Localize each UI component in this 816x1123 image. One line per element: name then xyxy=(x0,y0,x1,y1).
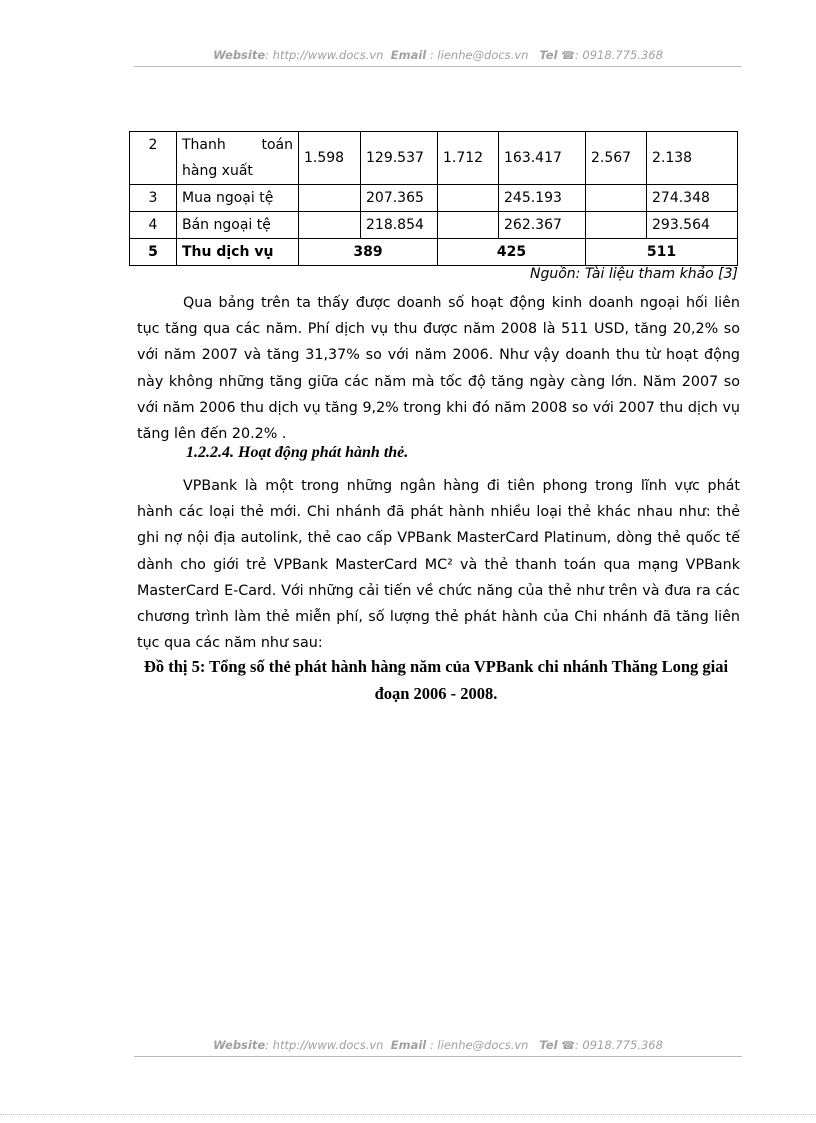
table-source: Nguồn: Tài liệu tham khảo [3] xyxy=(530,266,738,282)
table-cell xyxy=(299,185,361,212)
page-header xyxy=(134,48,742,62)
row-name: Thu dịch vụ xyxy=(177,239,299,266)
table-row xyxy=(130,132,738,185)
table-cell: 293.564 xyxy=(647,212,738,239)
website-label: Website xyxy=(213,1038,266,1052)
email-link[interactable]: : lienhe@docs.vn xyxy=(426,48,529,62)
table-cell: 1.598 xyxy=(299,132,361,185)
chart-caption: Đồ thị 5: Tổng số thẻ phát hành hàng năm của VPBank chi nhánh Thăng Long giai đoạn 2006 - 2008. xyxy=(143,657,729,703)
tel-label: Tel xyxy=(539,1038,558,1052)
table-cell: 129.537 xyxy=(361,132,438,185)
table-cell xyxy=(438,185,499,212)
tel-value: : 0918.775.368 xyxy=(574,48,663,62)
table-cell: 245.193 xyxy=(499,185,586,212)
total-2008: 511 xyxy=(586,239,738,266)
row-name xyxy=(177,132,299,185)
phone-icon: ☎ xyxy=(561,1039,575,1052)
section-heading: 1.2.2.4. Hoạt động phát hành thẻ. xyxy=(186,444,409,461)
website-link[interactable]: : http://www.docs.vn xyxy=(265,48,384,62)
tel-label: Tel xyxy=(539,48,558,62)
email-link[interactable]: : lienhe@docs.vn xyxy=(426,1038,529,1052)
paragraph-forex-analysis: Qua bảng trên ta thấy được doanh số hoạt động kinh doanh ngoại hối liên tục tăng qua các năm. Phí dịch vụ thu được năm 2008 là 511 USD, tăng 20,2% so với năm 2007 và tăng 31,37% so với năm 2006. Như vậy doanh thu từ hoạt động này không những tăng giữa các năm mà tốc độ tăng ngày càng lớn. Năm 2007 so với năm 2006 thu dịch vụ tăng 9,2% trong khi đó năm 2008 so với 2007 thu dịch vụ tăng lên đến 20.2% . xyxy=(137,295,740,443)
table-row xyxy=(130,185,738,212)
table-cell: 2.138 xyxy=(647,132,738,185)
total-2007: 425 xyxy=(438,239,586,266)
row-number: 2 xyxy=(130,132,177,185)
total-2006: 389 xyxy=(299,239,438,266)
forex-table xyxy=(129,131,738,266)
table-cell: 207.365 xyxy=(361,185,438,212)
row-name: Mua ngoại tệ xyxy=(177,185,299,212)
table-cell xyxy=(586,185,647,212)
table-cell: 163.417 xyxy=(499,132,586,185)
row-name: Bán ngoại tệ xyxy=(177,212,299,239)
row-name-line1-right: toán xyxy=(261,137,293,153)
table-cell xyxy=(438,212,499,239)
table-cell: 274.348 xyxy=(647,185,738,212)
website-label: Website xyxy=(213,48,266,62)
phone-icon: ☎ xyxy=(561,49,575,62)
table-cell: 1.712 xyxy=(438,132,499,185)
row-number: 5 xyxy=(130,239,177,266)
email-label: Email xyxy=(390,48,427,62)
table-cell: 262.367 xyxy=(499,212,586,239)
row-number: 3 xyxy=(130,185,177,212)
table-row-total xyxy=(130,239,738,266)
paragraph-card-issuance: VPBank là một trong những ngân hàng đi tiên phong trong lĩnh vực phát hành các loại thẻ mới. Chi nhánh đã phát hành nhiều loại thẻ khác nhau như: thẻ ghi nợ nội địa autolink, thẻ cao cấp VPBank MasterCard Platinum, dòng thẻ quốc tế dành cho giới trẻ VPBank MasterCard MC² và thẻ thanh toán qua mạng VPBank MasterCard E-Card. Với những cải tiến về chức năng của thẻ như trên và đưa ra các chương trình làm thẻ miễn phí, số lượng thẻ phát hành của Chi nhánh đã tăng liên tục qua các năm như sau: xyxy=(137,478,740,652)
table-cell: 2.567 xyxy=(586,132,647,185)
table-cell: 218.854 xyxy=(361,212,438,239)
row-name-line2: hàng xuất xyxy=(182,163,253,179)
page-footer xyxy=(134,1038,742,1052)
row-number: 4 xyxy=(130,212,177,239)
email-label: Email xyxy=(390,1038,427,1052)
website-link[interactable]: : http://www.docs.vn xyxy=(265,1038,384,1052)
page-bottom-dotted-line xyxy=(0,1114,816,1115)
tel-value: : 0918.775.368 xyxy=(574,1038,663,1052)
table-cell xyxy=(299,212,361,239)
table-row xyxy=(130,212,738,239)
header-rule xyxy=(134,66,742,67)
footer-rule xyxy=(134,1056,742,1057)
table-cell xyxy=(586,212,647,239)
row-name-line1-left: Thanh xyxy=(182,137,226,153)
